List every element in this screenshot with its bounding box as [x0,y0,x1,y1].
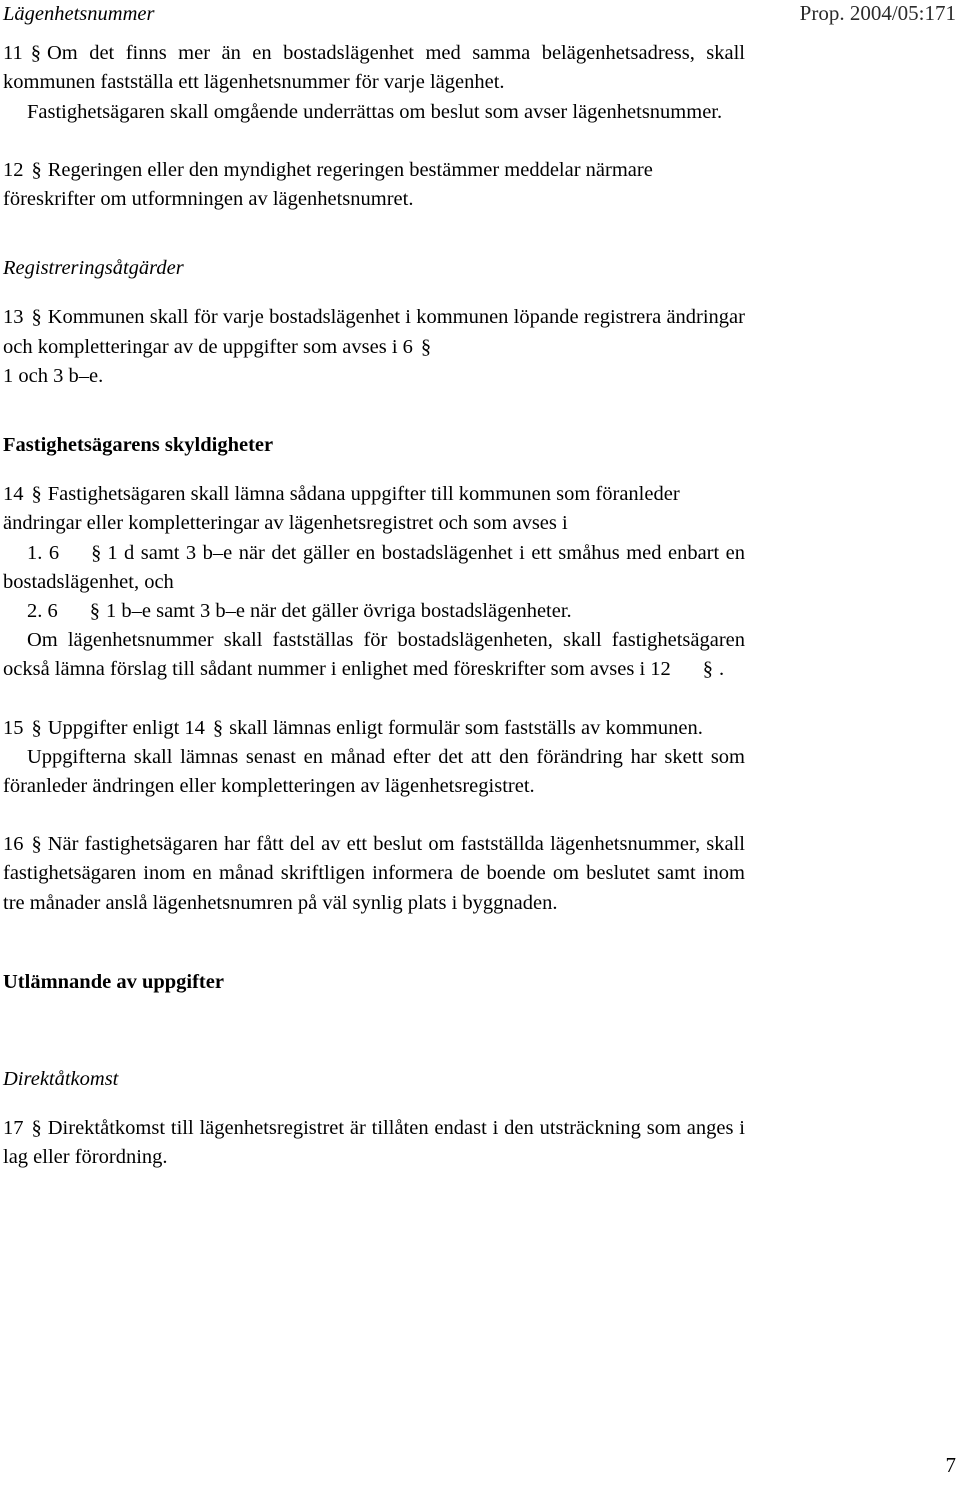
section-sign: § [31,716,42,739]
section-number: 16 [3,833,24,856]
heading-utlamnande-av-uppgifter: Utlämnande av uppgifter [3,970,224,993]
section-14-item-1 [3,539,745,597]
section-number: 14 [3,483,24,506]
section-15 [3,714,745,743]
section-number: 12 [3,158,24,181]
item-1-prefix: 1. 6 [27,541,60,564]
section-13-text: Kommunen skall för varje bostadslägenhet i kommunen löpande registrera ändringar och kompletteringar av de uppgifter som avses i 6 [3,306,745,358]
section-12-text: Regeringen eller den myndighet regeringen bestämmer meddelar närmare föreskrifter om utformningen av lägenhetsnumret. [3,158,653,211]
section-sign: § [420,335,432,358]
section-sign: § [31,158,42,181]
section-14 [3,480,745,538]
item-1-text: 1 d samt 3 b–e när det gäller en bostadslägenhet i ett småhus med enbart en bostadslägenhet, och [3,541,746,593]
section-sign: § [212,716,224,739]
section-11 [3,39,745,97]
section-14-paragraph-2-end: . [719,658,725,681]
item-2-text: 1 b–e samt 3 b–e när det gäller övriga bostadslägenheter. [106,600,572,623]
section-sign: § [31,833,42,856]
section-16 [3,830,745,918]
section-13-tail: 1 och 3 b–e. [3,364,104,387]
section-16-text: När fastighetsägaren har fått del av ett beslut om fastställda lägenhetsnummer, skall fastighetsägaren inom en månad skriftligen informera de boende om beslutet samt inom tre månader anslå lägenhetsnumren på väl synlig plats i byggnaden. [3,833,745,914]
section-14-text: Fastighetsägaren skall lämna sådana uppgifter till kommunen som föranleder ändringar eller kompletteringar av lägenhetsregistret och som avses i [3,483,680,535]
section-12 [3,156,745,214]
item-2-prefix: 2. 6 [27,600,58,623]
page-number: 7 [945,1453,956,1477]
section-15-text-a: Uppgifter enligt 14 [47,716,205,739]
proposition-reference: Prop. 2004/05:171 [799,1,956,25]
section-sign: § [31,483,42,506]
section-sign: § [30,42,41,65]
section-sign: § [89,600,100,623]
section-number: 13 [3,306,24,329]
section-number: 11 [3,42,23,65]
section-sign: § [91,541,102,564]
section-14-item-2 [3,597,745,626]
section-number: 15 [3,716,24,739]
section-sign: § [31,306,42,329]
section-13 [3,303,745,361]
section-11-paragraph-2: Fastighetsägaren skall omgående underrättas om beslut som avser lägenhetsnummer. [27,100,723,123]
heading-direktatkomst: Direktåtkomst [3,1068,119,1091]
section-17 [3,1114,745,1172]
section-15-paragraph-2: Uppgifterna skall lämnas senast en månad efter det att den förändring har skett som föranleder ändringen eller kompletteringen av lägenhetsregistret. [3,745,745,798]
running-title: Lägenhetsnummer [3,3,155,25]
heading-registreringsatgarder: Registreringsåtgärder [3,257,184,280]
section-sign: § [31,1117,42,1140]
section-sign: § [702,658,714,681]
document-body [3,0,745,1173]
section-11-text: Om det finns mer än en bostadslägenhet med samma belägenhetsadress, skall kommunen fastställa ett lägenhetsnummer för varje lägenhet. [3,42,745,94]
heading-fastighetsagarens-skyldigheter: Fastighetsägarens skyldigheter [3,434,274,457]
section-14-paragraph-2-text: Om lägenhetsnummer skall fastställas för bostadslägenheten, skall fastighetsägaren också lämna förslag till sådant nummer i enlighet med föreskrifter som avses i 12 [3,629,745,681]
section-14-paragraph-2 [3,626,745,684]
section-17-text: Direktåtkomst till lägenhetsregistret är tillåten endast i den utsträckning som anges i lag eller förordning. [3,1117,745,1169]
section-15-text-b: skall lämnas enligt formulär som fastställs av kommunen. [229,716,703,739]
section-number: 17 [3,1117,24,1140]
